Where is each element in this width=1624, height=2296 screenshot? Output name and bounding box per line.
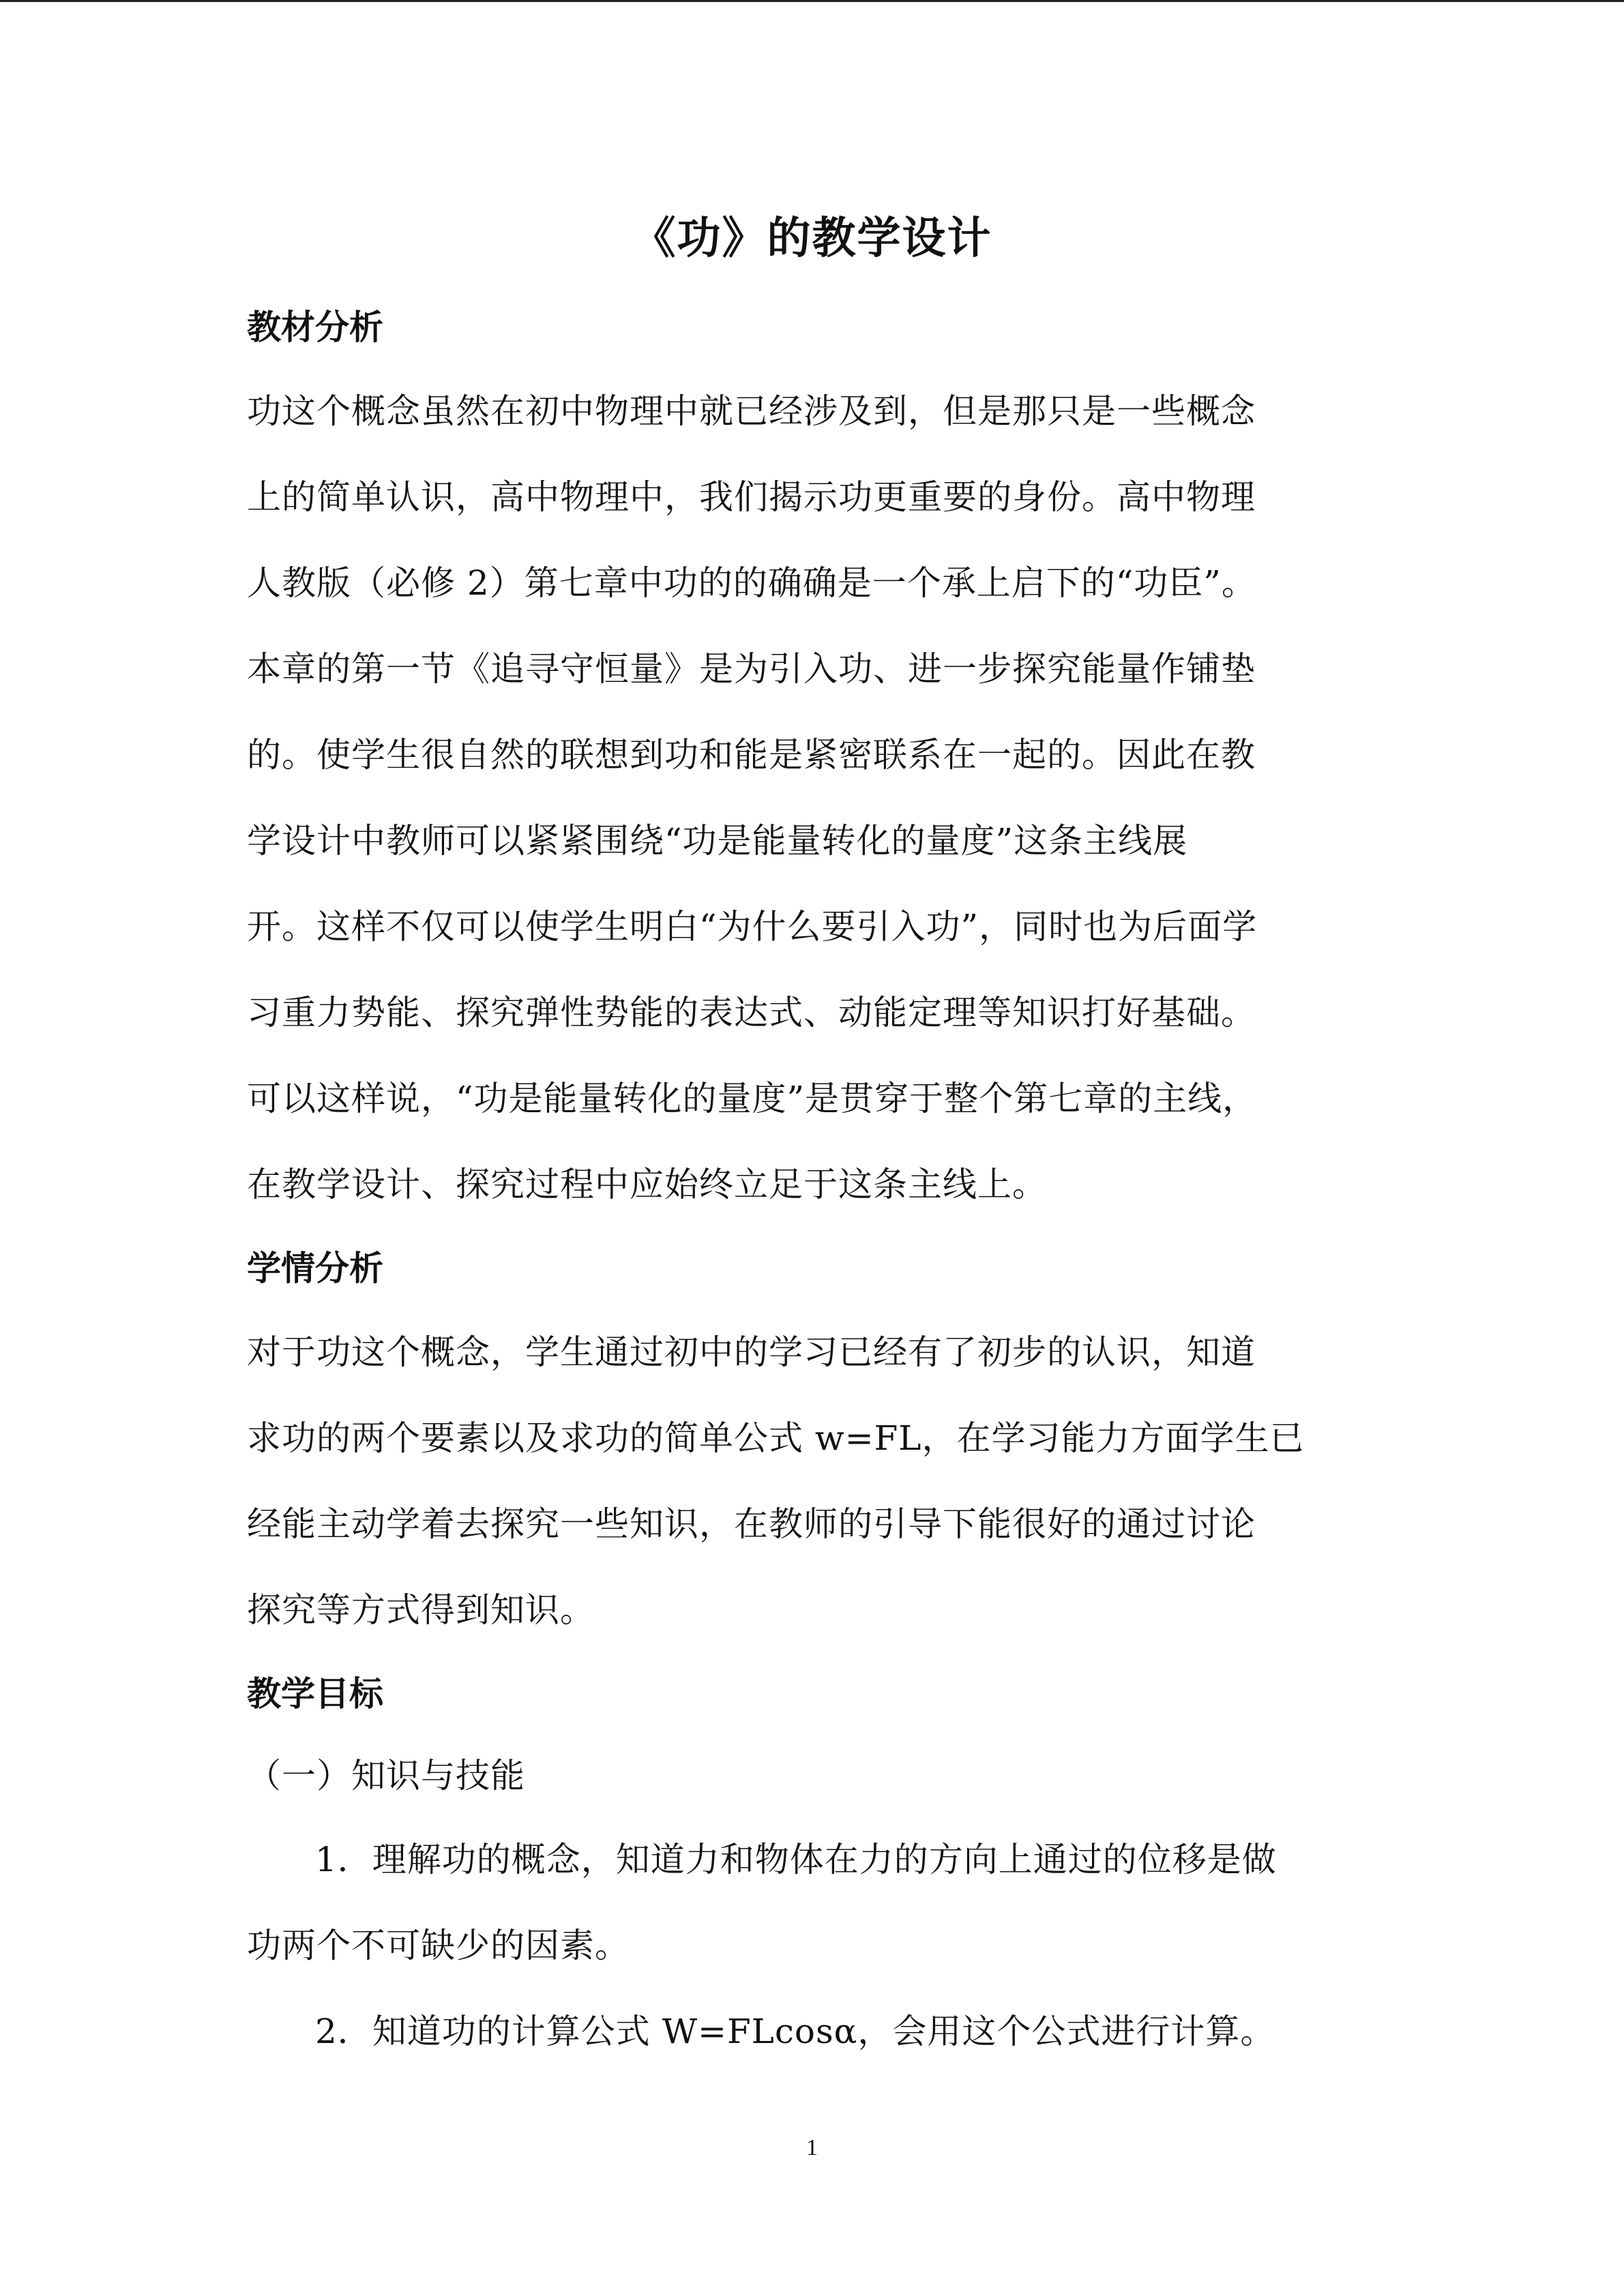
paragraph-line: 功这个概念虽然在初中物理中就已经涉及到，但是那只是一些概念 (247, 391, 1256, 431)
subsection-heading: （一）知识与技能 (247, 1756, 525, 1795)
document-title: 《功》的教学设计 (632, 213, 992, 264)
paragraph-line: 对于功这个概念，学生通过初中的学习已经有了初步的认识，知道 (247, 1332, 1256, 1372)
paragraph-line: 人教版（必修 2）第七章中功的的确确是一个承上启下的“功臣”。 (247, 563, 1256, 603)
section-heading: 教材分析 (247, 308, 383, 347)
paragraph-line: 经能主动学着去探究一些知识，在教师的引导下能很好的通过讨论 (247, 1504, 1256, 1544)
objective-item-line: 2．知道功的计算公式 W=FLcosα，会用这个公式进行计算。 (315, 2012, 1275, 2051)
paragraph-line: 学设计中教师可以紧紧围绕“功是能量转化的量度”这条主线展 (247, 821, 1188, 861)
objective-item-line: 1．理解功的概念，知道力和物体在力的方向上通过的位移是做 (315, 1840, 1277, 1879)
objective-item-line: 功两个不可缺少的因素。 (247, 1926, 630, 1965)
paragraph-line: 在教学设计、探究过程中应始终立足于这条主线上。 (247, 1165, 1047, 1204)
paragraph-line: 探究等方式得到知识。 (247, 1590, 595, 1630)
section-textbook-analysis (247, 286, 1379, 1227)
paragraph-line: 求功的两个要素以及求功的简单公式 w=FL，在学习能力方面学生已 (247, 1418, 1305, 1458)
page-number: 1 (806, 2135, 818, 2160)
paragraph-line: 可以这样说，“功是能量转化的量度”是贯穿于整个第七章的主线， (247, 1079, 1258, 1118)
section-heading: 学情分析 (247, 1249, 383, 1288)
paragraph-line: 上的简单认识，高中物理中，我们揭示功更重要的身份。高中物理 (247, 477, 1256, 517)
section-teaching-objectives (247, 1653, 1379, 2074)
section-student-analysis (247, 1227, 1379, 1653)
document-body (247, 286, 1379, 2074)
top-border-line (0, 0, 1624, 2)
paragraph-line: 习重力势能、探究弹性势能的表达式、动能定理等知识打好基础。 (247, 993, 1256, 1032)
paragraph-line: 本章的第一节《追寻守恒量》是为引入功、进一步探究能量作铺垫 (247, 649, 1256, 689)
section-heading: 教学目标 (247, 1674, 383, 1714)
paragraph-line: 开。这样不仅可以使学生明白“为什么要引入功”，同时也为后面学 (247, 907, 1258, 946)
paragraph-line: 的。使学生很自然的联想到功和能是紧密联系在一起的。因此在教 (247, 735, 1256, 775)
